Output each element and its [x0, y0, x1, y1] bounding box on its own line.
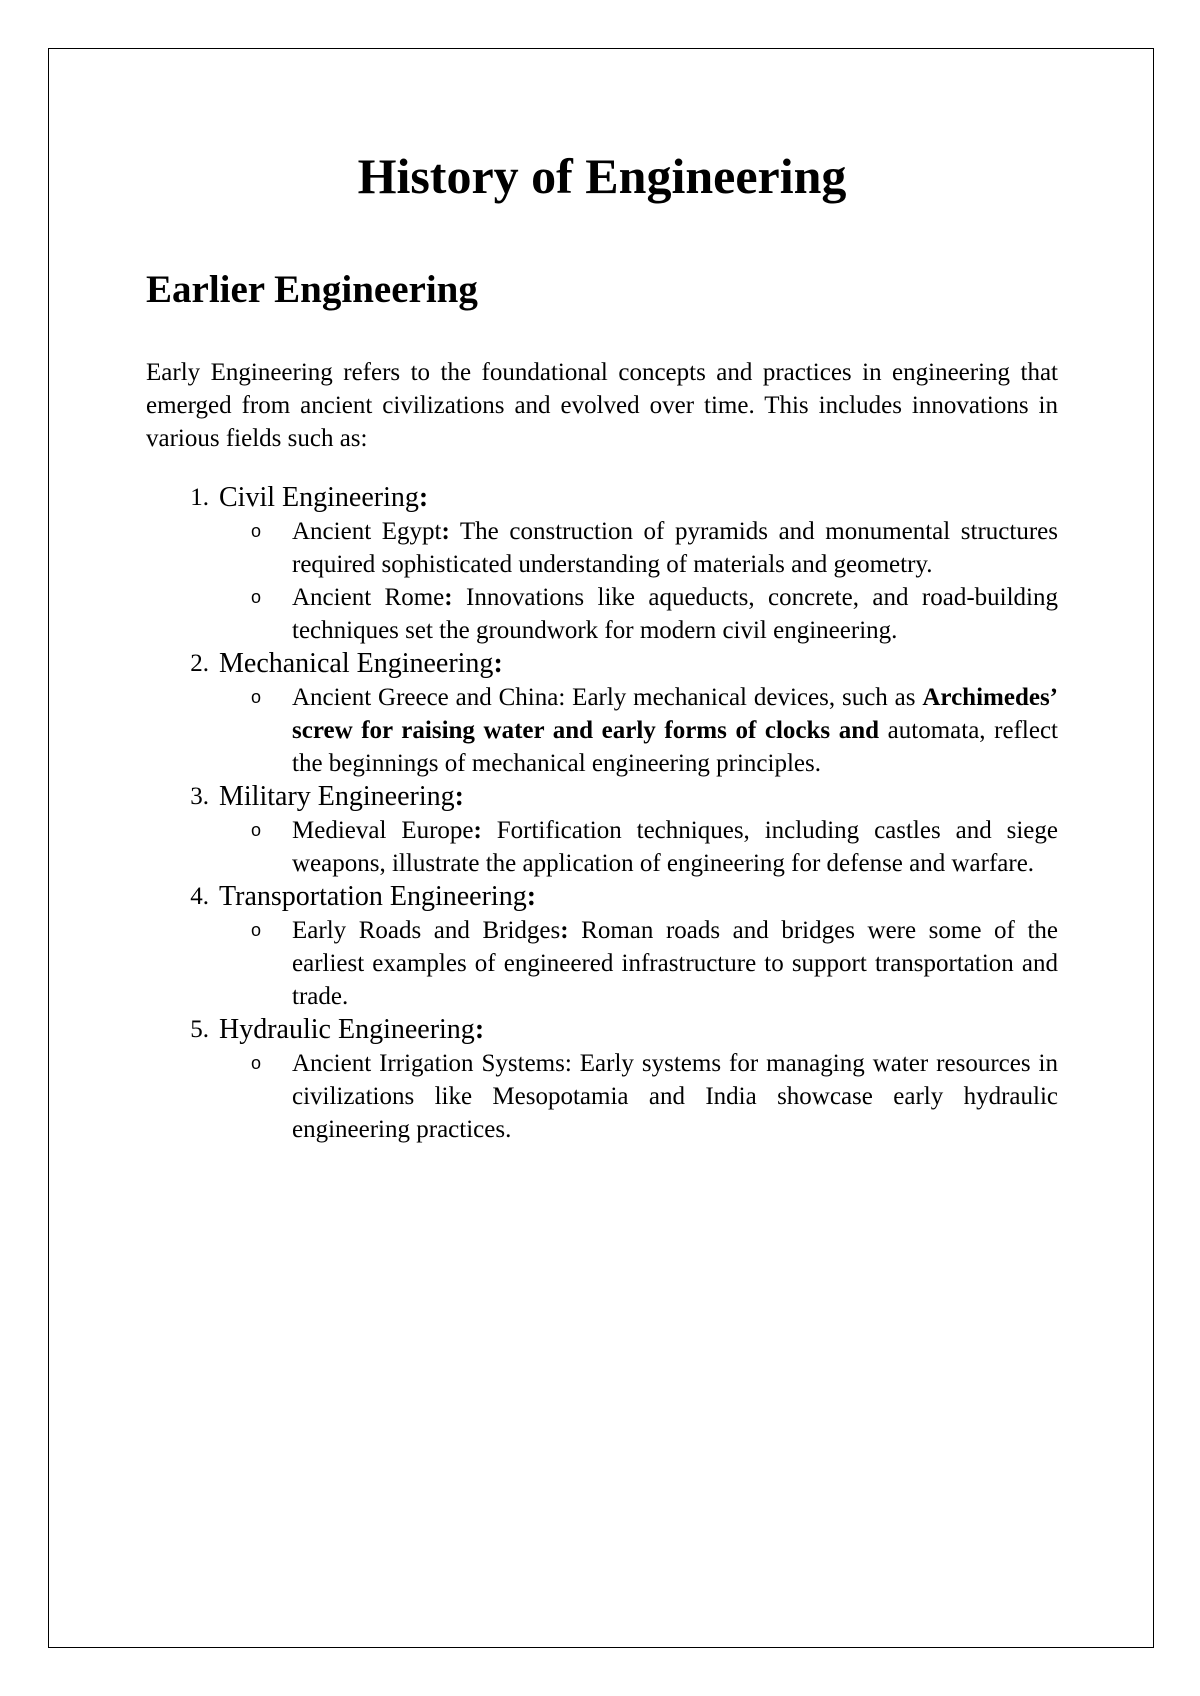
detail-item: [219, 581, 1058, 647]
detail-lead: Ancient Irrigation Systems: [292, 1050, 565, 1077]
detail-text: Early systems for managing water resources in civilizations like Mesopotamia and India showcase early hydraulic engineering practices.: [292, 1050, 1058, 1143]
topic-colon: :: [474, 1014, 485, 1045]
detail-colon: :: [564, 1050, 572, 1077]
document-title: History of Engineering: [357, 148, 847, 204]
topic-name: Mechanical Engineering: [219, 648, 494, 679]
detail-colon: :: [473, 817, 482, 844]
topic-heading: [190, 647, 1058, 681]
circle-bullet-icon: o: [251, 920, 262, 940]
detail-colon: :: [560, 917, 569, 944]
topic-name: Transportation Engineering: [219, 881, 527, 912]
detail-lead: Early Roads and Bridges: [292, 917, 561, 944]
topic-number: 3.: [190, 783, 209, 810]
detail-text: The construction of pyramids and monumental structures required sophisticated understanding of materials and geometry.: [292, 518, 1058, 578]
document-body: [146, 140, 1058, 1146]
detail-list: [219, 1047, 1058, 1146]
topic-heading: [190, 481, 1058, 515]
detail-lead: Ancient Egypt: [292, 518, 442, 545]
detail-item: [219, 914, 1058, 1013]
detail-list: [219, 515, 1058, 647]
topic-number: 5.: [190, 1016, 209, 1043]
topic-number: 4.: [190, 883, 209, 910]
topic-heading: [190, 880, 1058, 914]
circle-bullet-icon: o: [251, 820, 262, 840]
detail-item: [219, 681, 1058, 780]
detail-list: [219, 914, 1058, 1013]
detail-lead: Ancient Rome: [292, 584, 445, 611]
topic-heading: [190, 780, 1058, 814]
topic-name: Hydraulic Engineering: [219, 1014, 475, 1045]
detail-text: Early mechanical devices, such as: [565, 684, 923, 711]
topic-item-mechanical: [146, 647, 1058, 780]
detail-colon: :: [444, 584, 453, 611]
circle-bullet-icon: o: [251, 687, 262, 707]
detail-item: [219, 814, 1058, 880]
detail-lead: Ancient Greece and China: [292, 684, 559, 711]
topic-colon: :: [526, 881, 537, 912]
topic-item-civil: [146, 481, 1058, 647]
topic-item-hydraulic: [146, 1013, 1058, 1146]
topic-number: 2.: [190, 650, 209, 677]
topic-item-transportation: [146, 880, 1058, 1013]
topic-colon: :: [454, 781, 464, 812]
detail-colon: :: [441, 518, 450, 545]
circle-bullet-icon: o: [251, 587, 262, 607]
detail-colon: :: [558, 684, 566, 711]
detail-text: Roman roads and bridges were some of the earliest examples of engineered infrastructure to support transportation and trade.: [292, 917, 1058, 1010]
detail-list: [219, 814, 1058, 880]
detail-item: [219, 1047, 1058, 1146]
topic-name: Military Engineering: [219, 781, 455, 812]
topic-colon: :: [493, 648, 503, 679]
detail-text: Innovations like aqueducts, concrete, and road-building techniques set the groundwork for modern civil engineering.: [292, 584, 1058, 644]
detail-item: [219, 515, 1058, 581]
detail-list: [219, 681, 1058, 780]
topic-name: Civil Engineering: [219, 482, 419, 513]
intro-paragraph: Early Engineering refers to the foundational concepts and practices in engineering that emerged from ancient civilizations and evolved over time. This includes innovations in various fields such as:: [146, 359, 1058, 452]
topic-number: 1.: [190, 484, 209, 511]
detail-bold-text: Archimedes’ screw for raising water and early forms of clocks and: [292, 684, 1058, 744]
detail-lead: Medieval Europe: [292, 817, 474, 844]
circle-bullet-icon: o: [251, 1053, 262, 1073]
section-heading: Earlier Engineering: [146, 268, 478, 311]
topic-list: [146, 481, 1058, 1146]
detail-text: Fortification techniques, including castles and siege weapons, illustrate the application of engineering for defense and warfare.: [292, 817, 1058, 877]
topic-item-military: [146, 780, 1058, 880]
topic-colon: :: [418, 482, 429, 513]
detail-tail-text: automata, reflect the beginnings of mechanical engineering principles.: [292, 717, 1058, 777]
topic-heading: [190, 1013, 1058, 1047]
circle-bullet-icon: o: [251, 521, 262, 541]
